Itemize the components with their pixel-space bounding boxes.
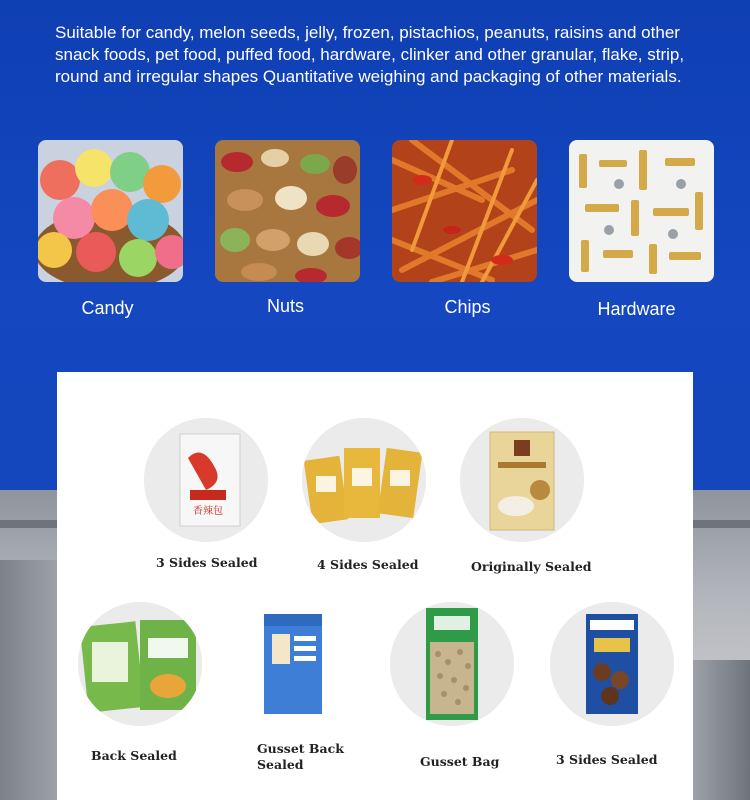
machine-right: [692, 660, 750, 800]
package-label-back-sealed: Back Sealed: [91, 748, 177, 763]
hardware-image: [569, 140, 714, 282]
machine-left: [0, 560, 58, 800]
package-chinese-text: 香辣包: [193, 506, 223, 517]
chips-image: [392, 140, 537, 282]
intro-text: Suitable for candy, melon seeds, jelly, frozen, pistachios, peanuts, raisins and other snack foods, pet food, puffed food, hardware, clinker and other granular, flake, strip, round and irregular shapes Quantitative weighing and packaging of other materials.: [55, 23, 685, 86]
package-label-originally-sealed: Originally Sealed: [471, 559, 592, 574]
category-label-candy: Candy: [81, 298, 134, 318]
package-label-gusset-bag: Gusset Bag: [420, 754, 500, 769]
package-label-3-sides-sealed-2: 3 Sides Sealed: [556, 752, 658, 767]
cookie-bag-image: [550, 602, 674, 726]
package-label-3-sides-sealed: 3 Sides Sealed: [156, 555, 258, 570]
category-label-hardware: Hardware: [597, 299, 676, 319]
package-label-gusset-back-sealed: Gusset Back Sealed: [257, 741, 344, 772]
package-label-4-sides-sealed: 4 Sides Sealed: [317, 557, 419, 572]
candy-image: [38, 140, 183, 282]
nuts-image: [215, 140, 360, 282]
category-label-nuts: Nuts: [266, 296, 304, 316]
back-sealed-bag-image: [78, 602, 202, 726]
gusset-bag-image: [232, 602, 356, 726]
pouch-image: [144, 418, 268, 542]
standup-pouch-image: [460, 418, 584, 542]
sachet-image: [302, 418, 426, 542]
category-label-chips: Chips: [444, 297, 491, 317]
bean-bag-image: [390, 602, 514, 726]
